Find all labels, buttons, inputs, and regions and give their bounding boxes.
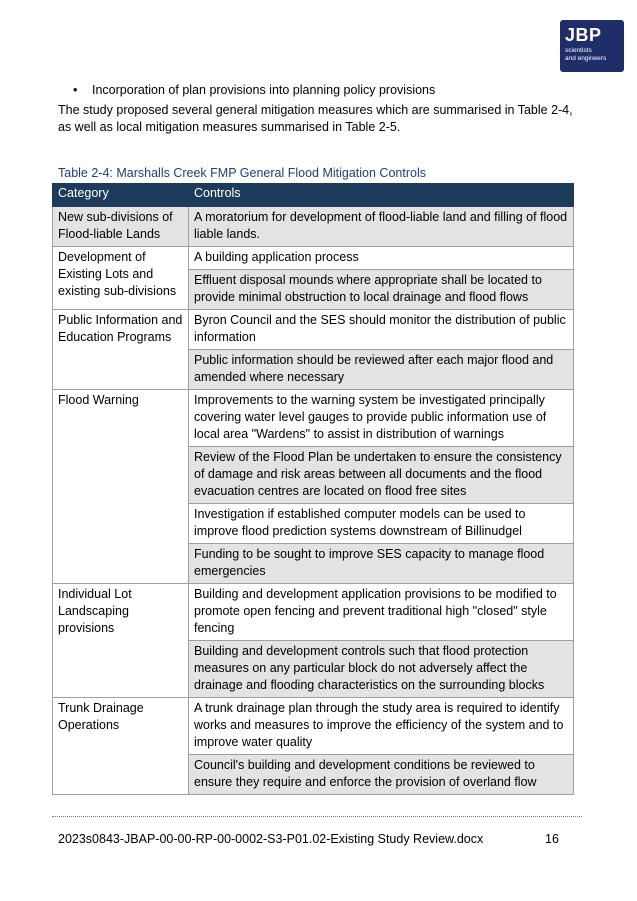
control-cell: Effluent disposal mounds where appropriate shall be located to provide minimal obstruction to local drainage and flood flows <box>189 270 574 310</box>
category-cell: Development of Existing Lots and existing sub-divisions <box>53 247 189 310</box>
table-row <box>53 698 574 755</box>
footer-divider <box>52 816 582 817</box>
control-cell: A building application process <box>189 247 574 270</box>
category-cell: Public Information and Education Programs <box>53 310 189 390</box>
table-row <box>53 247 574 270</box>
table-row <box>53 207 574 247</box>
control-cell: A trunk drainage plan through the study area is required to identify works and measures to improve the efficiency of the system and to improve water quality <box>189 698 574 755</box>
body-paragraph: The study proposed several general mitigation measures which are summarised in Table 2-4, as well as local mitigation measures summarised in Table 2-5. <box>58 103 573 134</box>
table-header-row <box>53 184 574 207</box>
control-cell: Public information should be reviewed after each major flood and amended where necessary <box>189 350 574 390</box>
control-cell: Council's building and development conditions be reviewed to ensure they require and enforce the provision of overland flow <box>189 755 574 795</box>
header-controls: Controls <box>189 184 574 207</box>
header-category: Category <box>53 184 189 207</box>
jbp-logo <box>560 20 624 72</box>
bullet-icon: • <box>73 83 78 97</box>
page-number: 16 <box>545 832 559 846</box>
logo-tagline: scientists and engineers <box>565 47 607 62</box>
table-row <box>53 390 574 447</box>
table-caption: Table 2-4: Marshalls Creek FMP General Flood Mitigation Controls <box>58 166 426 180</box>
category-cell: Individual Lot Landscaping provisions <box>53 584 189 698</box>
control-cell: A moratorium for development of flood-liable land and filling of flood liable lands. <box>189 207 574 247</box>
control-cell: Improvements to the warning system be investigated principally covering water level gauges to provide public information use of local area "Wardens" to assist in distribution of warnings <box>189 390 574 447</box>
mitigation-controls-table <box>52 183 574 795</box>
control-cell: Investigation if established computer models can be used to improve flood prediction systems downstream of Billinudgel <box>189 504 574 544</box>
category-cell: New sub-divisions of Flood-liable Lands <box>53 207 189 247</box>
logo-name: JBP <box>565 25 602 45</box>
category-cell: Flood Warning <box>53 390 189 584</box>
table-row <box>53 310 574 350</box>
bullet-item: • Incorporation of plan provisions into planning policy provisions <box>73 83 436 97</box>
table-row <box>53 584 574 641</box>
control-cell: Review of the Flood Plan be undertaken to ensure the consistency of damage and risk areas between all documents and the flood evacuation centres are located on flood free sites <box>189 447 574 504</box>
footer-filename: 2023s0843-JBAP-00-00-RP-00-0002-S3-P01.02-Existing Study Review.docx <box>58 832 484 846</box>
control-cell: Building and development application provisions to be modified to promote open fencing and prevent traditional high "closed" style fencing <box>189 584 574 641</box>
control-cell: Funding to be sought to improve SES capacity to manage flood emergencies <box>189 544 574 584</box>
control-cell: Building and development controls such that flood protection measures on any particular block do not adversely affect the drainage and flooding characteristics on the surrounding blocks <box>189 641 574 698</box>
table-body <box>53 207 574 795</box>
control-cell: Byron Council and the SES should monitor the distribution of public information <box>189 310 574 350</box>
category-cell: Trunk Drainage Operations <box>53 698 189 795</box>
